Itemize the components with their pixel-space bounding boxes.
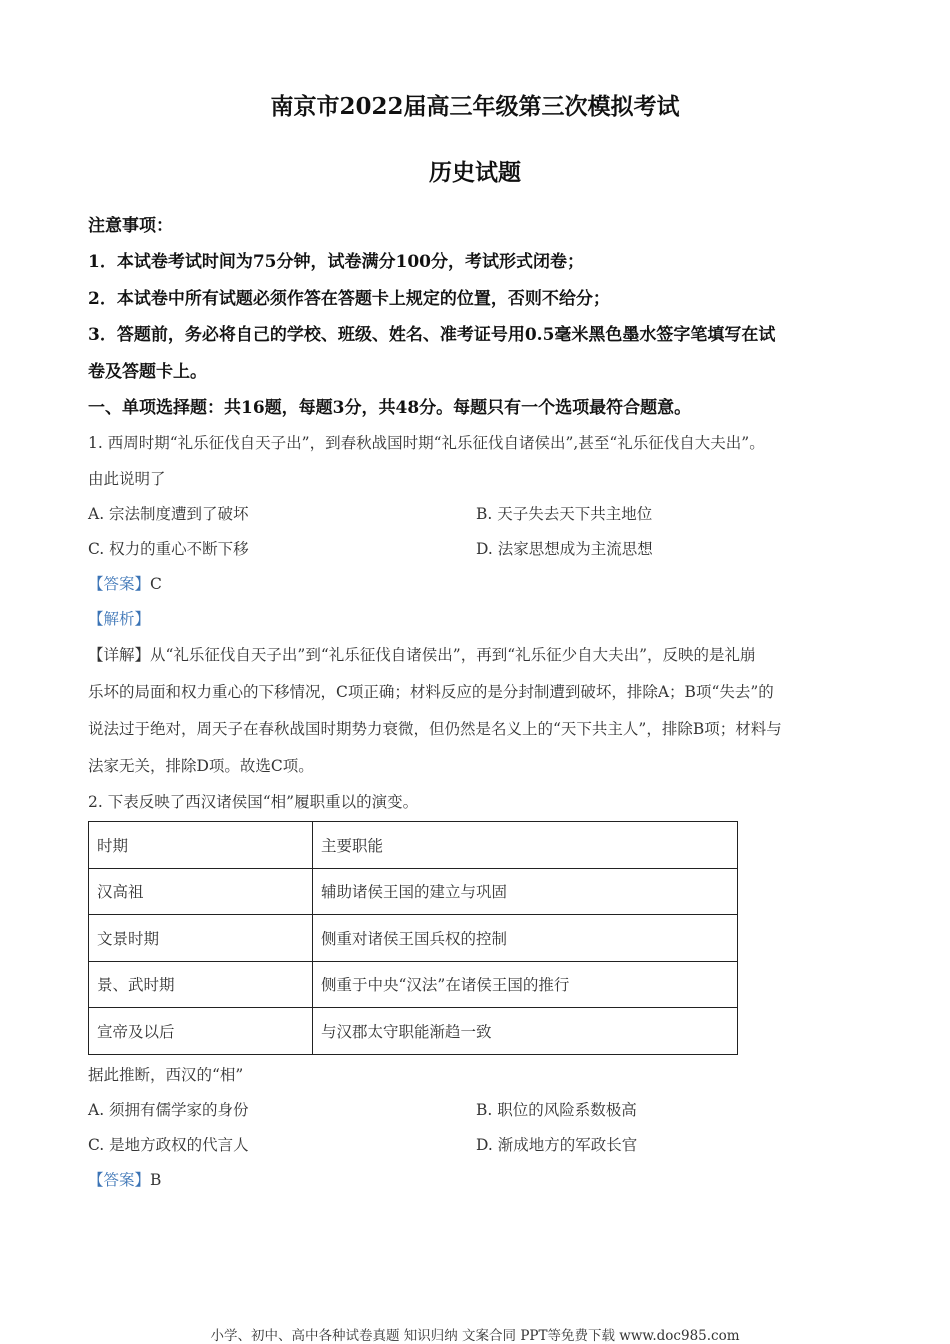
q2-question: 据此推断，西汉的“相” [88,1066,244,1084]
q2-option-b: B. 职位的风险系数极高 [476,1101,637,1119]
q1-stem: 由此说明了 [88,470,166,488]
answer-label: 【答案】 [88,575,151,593]
page-footer[interactable]: 小学、初中、高中各种试卷真题 知识归纳 文案合同 PPT等免费下载 www.doc985.com [210,1328,740,1344]
q1-answer [88,572,162,594]
q1-option-a: A. 宗法制度遭到了破坏 [88,505,249,523]
table-cell: 与汉郡太守职能渐趋一致 [313,1008,738,1055]
q1-stem: 1. 西周时期“礼乐征伐自天子出”，到春秋战国时期“礼乐征伐自诸侯出”,甚至“礼乐征伐自大夫出”。 [88,434,765,452]
q1-option-b: B. 天子失去天下共主地位 [476,505,653,523]
history-table [88,821,738,1055]
table-cell: 宣帝及以后 [89,1008,313,1055]
table-cell: 文景时期 [89,915,313,962]
table-cell: 景、武时期 [89,961,313,1008]
q1-option-d: D. 法家思想成为主流思想 [476,540,653,558]
exam-title: 南京市2022届高三年级第三次模拟考试 [270,93,680,120]
q1-detail: 法家无关，排除D项。故选C项。 [88,757,314,775]
table-cell: 辅助诸侯王国的建立与巩固 [313,868,738,915]
notice-item: 1．本试卷考试时间为75分钟，试卷满分100分，考试形式闭卷； [88,252,584,272]
answer-label: 【答案】 [88,1171,151,1189]
answer-value: C [150,575,162,593]
table-row [89,1008,738,1055]
q2-stem: 2. 下表反映了西汉诸侯国“相”履职重以的演变。 [88,793,419,811]
exam-subtitle: 历史试题 [429,159,521,186]
q2-option-c: C. 是地方政权的代言人 [88,1136,249,1154]
table-header: 主要职能 [313,822,738,869]
notice-heading: 注意事项： [88,216,173,236]
q1-detail: 乐坏的局面和权力重心的下移情况，C项正确；材料反应的是分封制遭到破坏，排除A；B项“失去”的 [88,683,774,701]
table-header: 时期 [89,822,313,869]
notice-item: 卷及答题卡上。 [88,362,207,382]
q1-detail: 说法过于绝对，周天子在春秋战国时期势力衰微，但仍然是名义上的“天下共主人”，排除B项；材料与 [88,720,782,738]
table-cell: 侧重对诸侯王国兵权的控制 [313,915,738,962]
q1-option-c: C. 权力的重心不断下移 [88,540,249,558]
section-title: 一、单项选择题：共16题，每题3分，共48分。每题只有一个选项最符合题意。 [88,398,692,418]
table-cell: 汉高祖 [89,868,313,915]
q2-option-d: D. 渐成地方的军政长官 [476,1136,638,1154]
notice-item: 3．答题前，务必将自己的学校、班级、姓名、准考证号用0.5毫米黑色墨水签字笔填写在试 [88,325,776,345]
q1-detail: 【详解】从“礼乐征伐自天子出”到“礼乐征伐自诸侯出”，再到“礼乐征少自大夫出”，反映的是礼崩 [88,646,756,664]
table-row [89,961,738,1008]
table-row [89,915,738,962]
q1-analysis-label: 【解析】 [88,610,151,628]
q2-answer [88,1168,161,1190]
answer-value: B [150,1171,162,1189]
notice-item: 2．本试卷中所有试题必须作答在答题卡上规定的位置，否则不给分； [88,289,610,309]
q2-option-a: A. 须拥有儒学家的身份 [88,1101,249,1119]
table-cell: 侧重于中央“汉法”在诸侯王国的推行 [313,961,738,1008]
table-row [89,868,738,915]
table-header-row [89,822,738,869]
